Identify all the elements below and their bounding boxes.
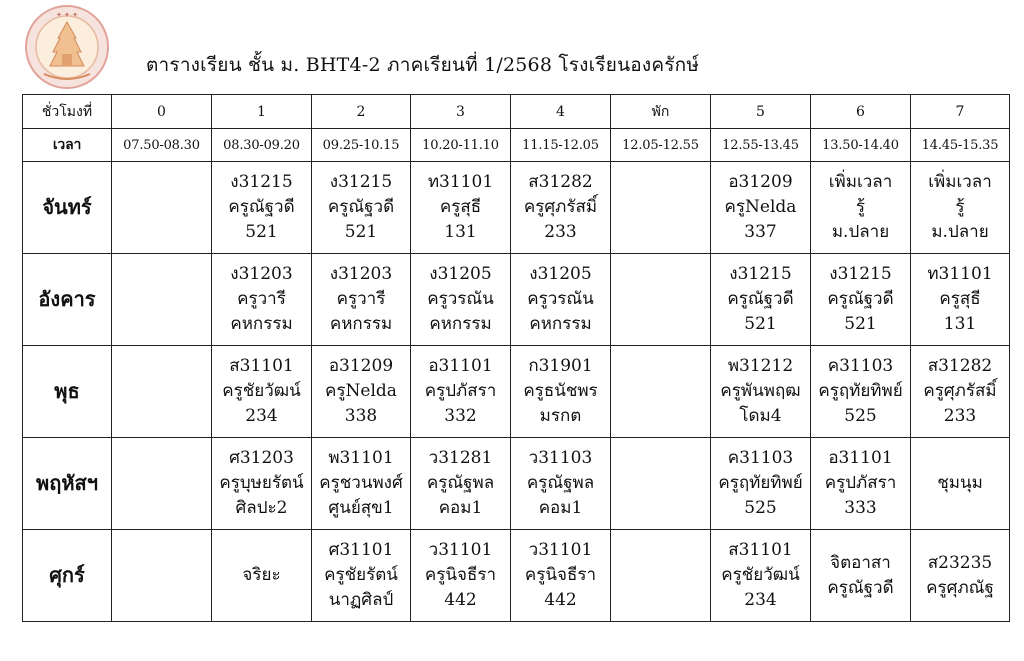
schedule-cell <box>711 254 811 346</box>
schedule-cell <box>911 346 1010 438</box>
schedule-cell-line: ครูNelda <box>724 197 797 217</box>
schedule-cell <box>711 438 811 530</box>
schedule-cell-line: รู้ <box>855 197 866 217</box>
schedule-cell-line: 442 <box>544 590 577 610</box>
schedule-cell-line: พ31212 <box>727 356 794 376</box>
period-header: 2 <box>312 95 411 129</box>
day-label: ศุกร์ <box>23 530 112 622</box>
schedule-cell-line: 521 <box>844 314 877 334</box>
schedule-cell-line: ศ31203 <box>229 448 294 468</box>
schedule-cell <box>112 438 212 530</box>
day-row <box>23 438 1010 530</box>
schedule-cell <box>811 530 911 622</box>
schedule-cell-line: นาฏศิลป์ <box>328 590 394 610</box>
schedule-cell-line: 131 <box>943 314 977 334</box>
schedule-cell <box>811 162 911 254</box>
schedule-cell-line: จริยะ <box>242 565 281 585</box>
schedule-cell <box>711 346 811 438</box>
schedule-cell <box>411 254 511 346</box>
schedule-cell-line: ครูบุษยรัตน์ <box>219 473 304 493</box>
schedule-cell-line: ม.ปลาย <box>931 222 989 242</box>
schedule-cell-line: ครูฤทัยทิพย์ <box>718 473 803 493</box>
schedule-cell-line: ศ31101 <box>328 540 394 560</box>
schedule-cell-line: ส31282 <box>927 356 993 376</box>
schedule-cell-line: คหกรรม <box>429 314 492 334</box>
period-header: 3 <box>411 95 511 129</box>
period-header: 6 <box>811 95 911 129</box>
schedule-cell-line: อ31101 <box>428 356 493 376</box>
day-label: จันทร์ <box>23 162 112 254</box>
schedule-cell-line: ค31103 <box>827 356 894 376</box>
time-slot: 13.50-14.40 <box>811 129 911 162</box>
schedule-cell-line: 521 <box>744 314 777 334</box>
schedule-cell-line: 338 <box>344 406 378 426</box>
schedule-cell <box>811 346 911 438</box>
schedule-cell <box>911 254 1010 346</box>
schedule-cell-line: ครูชัยวัฒน์ <box>222 381 301 401</box>
schedule-cell <box>312 162 411 254</box>
schedule-cell-line: ครูNelda <box>325 381 397 401</box>
schedule-cell-line: ครูชัยรัตน์ <box>324 565 398 585</box>
schedule-cell-line: ง31205 <box>429 264 492 284</box>
day-row <box>23 346 1010 438</box>
schedule-cell-line: ครูวรณัน <box>427 289 494 309</box>
period-header-label: ชั่วโมงที่ <box>23 95 112 129</box>
schedule-cell-line: ครูณัฐวดี <box>827 289 894 309</box>
time-slot: 12.55-13.45 <box>711 129 811 162</box>
schedule-cell <box>411 162 511 254</box>
schedule-cell-line: ศิลปะ2 <box>235 498 288 518</box>
schedule-cell-line: ครูชัยวัฒน์ <box>721 565 800 585</box>
schedule-cell-line: ง31203 <box>329 264 393 284</box>
schedule-cell-line: โดม4 <box>739 406 782 426</box>
schedule-cell <box>212 438 312 530</box>
schedule-cell-line: ครูฤทัยทิพย์ <box>818 381 903 401</box>
time-slot: 09.25-10.15 <box>312 129 411 162</box>
schedule-cell-line: ครูนิจธีรา <box>424 565 497 585</box>
period-header: 1 <box>212 95 312 129</box>
time-slot: 07.50-08.30 <box>112 129 212 162</box>
schedule-cell-line: ส31101 <box>229 356 294 376</box>
schedule-cell-line: อ31101 <box>828 448 893 468</box>
schedule-cell <box>312 346 411 438</box>
time-slot: 12.05-12.55 <box>611 129 711 162</box>
schedule-cell-line: ท31101 <box>927 264 993 284</box>
schedule-cell-line: 333 <box>844 498 877 518</box>
schedule-cell <box>611 530 711 622</box>
schedule-cell <box>611 162 711 254</box>
schedule-cell-line: 234 <box>245 406 278 426</box>
schedule-cell-line: ว31281 <box>428 448 493 468</box>
schedule-cell <box>411 346 511 438</box>
schedule-cell-line: 332 <box>444 406 477 426</box>
schedule-cell-line: 234 <box>744 590 777 610</box>
schedule-cell-line: 337 <box>744 222 777 242</box>
schedule-cell-line: ครูณัฐวดี <box>827 577 894 598</box>
schedule-cell <box>212 530 312 622</box>
schedule-cell-line: 233 <box>544 222 577 242</box>
schedule-cell <box>312 530 411 622</box>
schedule-cell-line: คหกรรม <box>329 314 393 334</box>
period-header: 5 <box>711 95 811 129</box>
schedule-cell-line: ครูพันพฤฒ <box>720 381 801 401</box>
schedule-cell-line: ครูณัฐวดี <box>727 289 794 309</box>
schedule-cell-line: 233 <box>943 406 977 426</box>
schedule-cell-line: 525 <box>844 406 877 426</box>
schedule-cell-line: ครูธนัชพร <box>523 381 598 401</box>
schedule-cell <box>911 438 1010 530</box>
period-header: พัก <box>611 95 711 129</box>
schedule-cell <box>411 530 511 622</box>
schedule-cell-line: ง31215 <box>829 264 892 284</box>
schedule-cell-line: รู้ <box>955 197 965 217</box>
schedule-cell <box>911 162 1010 254</box>
schedule-cell-line: เพิ่มเวลา <box>928 172 992 192</box>
schedule-cell <box>212 346 312 438</box>
time-slot: 10.20-11.10 <box>411 129 511 162</box>
page-title: ตารางเรียน ชั้น ม. BHT4-2 ภาคเรียนที่ 1/2568 โรงเรียนองครักษ์ <box>146 54 700 76</box>
schedule-cell <box>511 162 611 254</box>
schedule-cell <box>411 438 511 530</box>
schedule-cell-line: ครูณัฐวดี <box>228 197 295 217</box>
schedule-cell-line: ส23235 <box>927 552 993 573</box>
schedule-cell-line: คอม1 <box>538 498 583 518</box>
schedule-cell <box>911 530 1010 622</box>
schedule-cell-line: ท31101 <box>427 172 494 192</box>
schedule-cell <box>711 162 811 254</box>
schedule-cell-line: ครูวารี <box>237 289 286 309</box>
schedule-cell-line: ส31101 <box>728 540 793 560</box>
schedule-cell-line: ว31101 <box>428 540 493 560</box>
schedule-cell <box>112 530 212 622</box>
period-header: 4 <box>511 95 611 129</box>
schedule-cell-line: พ31101 <box>328 448 394 468</box>
day-label: อังคาร <box>23 254 112 346</box>
schedule-cell <box>312 254 411 346</box>
schedule-cell-line: จิตอาสา <box>830 552 891 573</box>
schedule-cell-line: ครูปภัสรา <box>824 473 897 493</box>
schedule-cell <box>112 254 212 346</box>
schedule-cell-line: ครูศุภรัสมิ์ <box>923 381 997 401</box>
day-label: พุธ <box>23 346 112 438</box>
schedule-cell-line: ส31282 <box>528 172 593 192</box>
time-slot: 11.15-12.05 <box>511 129 611 162</box>
time-slot: 14.45-15.35 <box>911 129 1010 162</box>
schedule-cell-line: ค31103 <box>727 448 794 468</box>
schedule-cell-line: ครูสุธี <box>439 197 482 217</box>
schedule-cell-line: ว31101 <box>528 540 593 560</box>
period-header: 7 <box>911 95 1010 129</box>
schedule-cell <box>511 530 611 622</box>
schedule-cell-line: ง31215 <box>329 172 393 192</box>
schedule-cell <box>112 162 212 254</box>
schedule-cell-line: ง31205 <box>529 264 592 284</box>
schedule-cell-line: ครูศุภณัฐ <box>926 577 994 598</box>
svg-text:✦ ✦ ✦: ✦ ✦ ✦ <box>55 11 79 19</box>
schedule-cell <box>511 346 611 438</box>
schedule-cell <box>511 254 611 346</box>
schedule-cell <box>212 254 312 346</box>
schedule-cell-line: คหกรรม <box>529 314 592 334</box>
schedule-cell <box>611 438 711 530</box>
schedule-cell-line: ครูณัฐพล <box>426 473 495 493</box>
schedule-cell-line: ครูศุภรัสมิ์ <box>523 197 598 217</box>
time-slot: 08.30-09.20 <box>212 129 312 162</box>
schedule-cell-line: 442 <box>444 590 477 610</box>
schedule-cell <box>611 254 711 346</box>
schedule-cell-line: ง31203 <box>230 264 293 284</box>
schedule-cell <box>811 438 911 530</box>
schedule-cell-line: ชุมนุม <box>937 473 983 493</box>
schedule-cell-line: ครูณัฐวดี <box>327 197 395 217</box>
timetable <box>22 94 1010 622</box>
schedule-cell-line: ครูนิจธีรา <box>524 565 597 585</box>
schedule-cell-line: ม.ปลาย <box>831 222 890 242</box>
schedule-cell <box>511 438 611 530</box>
schedule-cell-line: 525 <box>744 498 777 518</box>
schedule-cell <box>811 254 911 346</box>
day-row <box>23 254 1010 346</box>
schedule-cell-line: 521 <box>245 222 278 242</box>
schedule-cell <box>312 438 411 530</box>
day-row <box>23 162 1010 254</box>
day-label: พฤหัสฯ <box>23 438 112 530</box>
schedule-cell-line: ครูวารี <box>336 289 386 309</box>
time-header-label: เวลา <box>23 129 112 162</box>
schedule-cell-line: ครูสุธี <box>939 289 981 309</box>
schedule-cell-line: ง31215 <box>230 172 293 192</box>
schedule-cell-line: อ31209 <box>328 356 394 376</box>
schedule-cell-line: 131 <box>444 222 477 242</box>
schedule-cell-line: ครูชวนพงศ์ <box>319 473 403 493</box>
schedule-cell <box>112 346 212 438</box>
day-row <box>23 530 1010 622</box>
period-header: 0 <box>112 95 212 129</box>
schedule-cell-line: อ31209 <box>728 172 793 192</box>
schedule-cell-line: ศูนย์สุข1 <box>328 498 394 518</box>
schedule-cell-line: ว31103 <box>528 448 593 468</box>
schedule-cell-line: มรกต <box>539 406 582 426</box>
schedule-cell <box>711 530 811 622</box>
schedule-cell-line: คหกรรม <box>230 314 293 334</box>
schedule-cell <box>212 162 312 254</box>
schedule-cell-line: ก31901 <box>528 356 593 376</box>
schedule-cell-line: 521 <box>344 222 378 242</box>
schedule-cell-line: ครูปภัสรา <box>424 381 497 401</box>
schedule-cell-line: ง31215 <box>729 264 792 284</box>
schedule-cell-line: ครูวรณัน <box>527 289 594 309</box>
school-emblem-icon <box>24 4 110 90</box>
schedule-cell <box>611 346 711 438</box>
schedule-cell-line: คอม1 <box>438 498 483 518</box>
schedule-cell-line: ครูณัฐพล <box>526 473 595 493</box>
schedule-cell-line: เพิ่มเวลา <box>828 172 893 192</box>
